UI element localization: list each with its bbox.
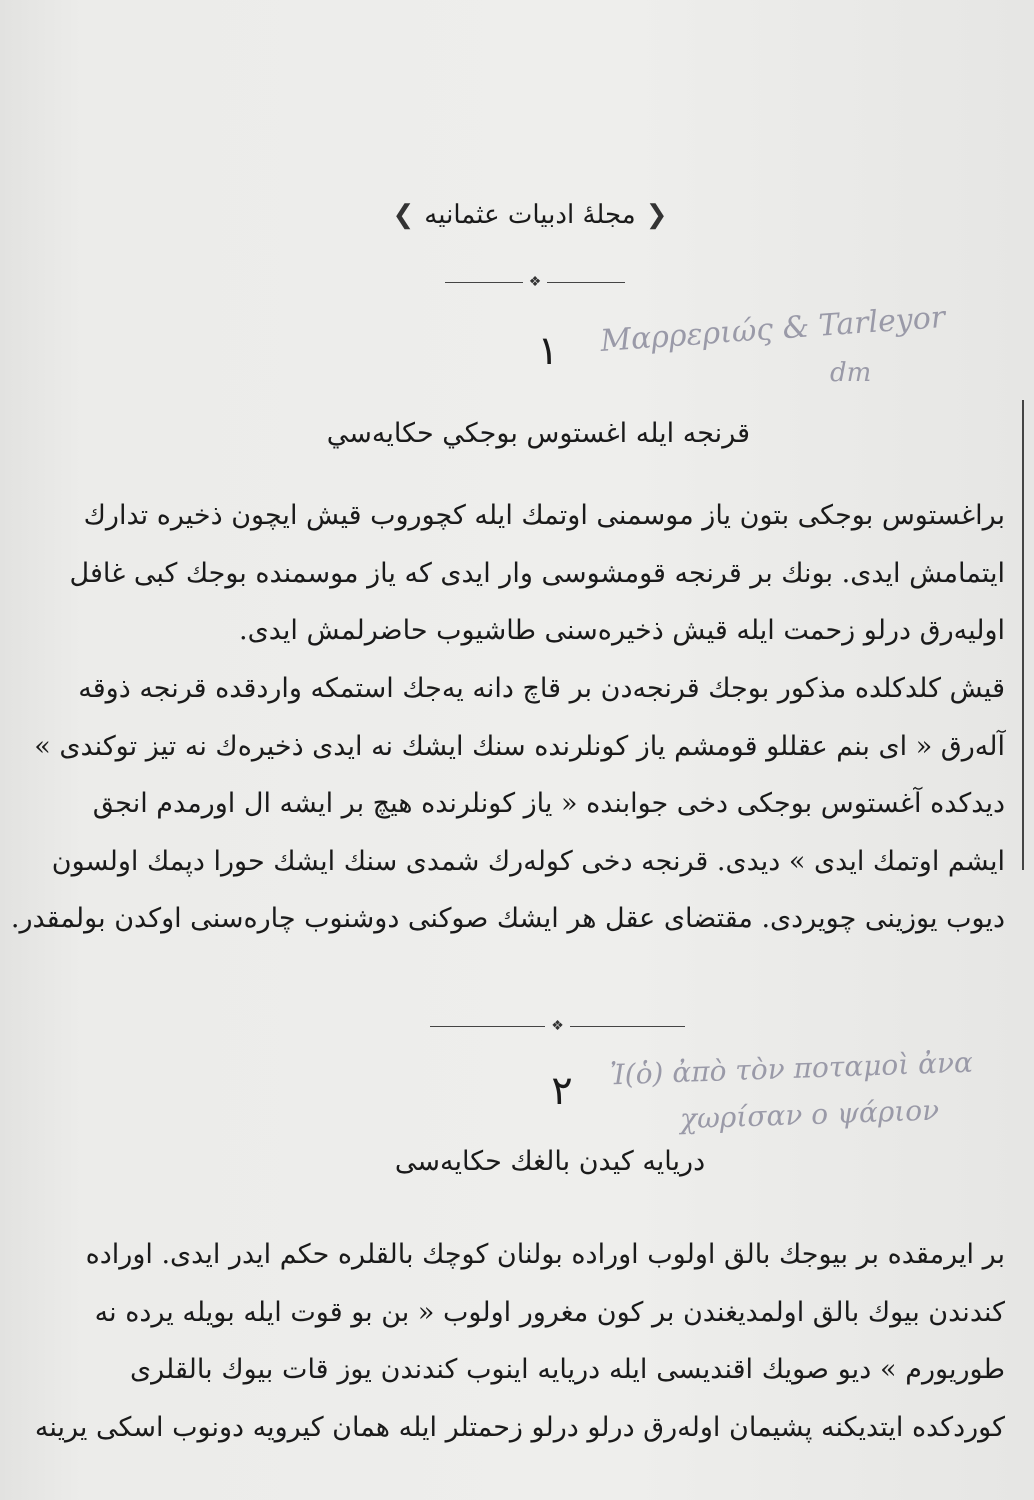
ornament-left-icon: ❮ (392, 200, 415, 230)
text-line: ديوب يوزينى چويردى. مقتضاى عقل هر ايشك صوكنى دوشنوب چاره‌سنى اوكدن بولمقدر. (10, 903, 1005, 935)
section-1-paragraph-2 (10, 660, 1005, 948)
handwritten-note-2-line-2: χωρίσαν ο ψάριον (679, 1093, 940, 1136)
section-1-paragraph-1 (69, 487, 1005, 660)
text-line: براغستوس بوجكى بتون ياز موسمنى اوتمك ايله كچوروب قيش ايچون ذخيره تدارك (83, 500, 1005, 531)
divider-ornament-icon: ❖ (528, 274, 542, 290)
text-line: طوريورم » ديو صويك اقنديسى ايله دريايه اينوب كندندن يوز قات بيوك بالقلرى (130, 1354, 1005, 1386)
section-divider (430, 1016, 685, 1036)
handwritten-note-1-line-1: Μαρρεριώς & Tarleyor (599, 299, 947, 360)
section-2-title: دريايه كيدن بالغك حكايه‌سى (394, 1146, 706, 1177)
ornament-right-icon: ❯ (645, 200, 668, 230)
section-1-number: ١ (537, 328, 559, 374)
handwritten-note-2-line-1: Ἰ(ὁ) ἀπὸ τὸν ποταμοὶ ἀνα (609, 1045, 974, 1092)
text-line: اوليه‌رق درلو زحمت ايله قيش ذخيره‌سنى طاشيوب حاضرلمش ايدى. (239, 615, 1005, 647)
running-header (360, 190, 700, 240)
text-line: بر ايرمقده بر بيوجك بالق اولوب اوراده بولنان كوچك بالقلره حكم ايدر ايدى. اوراده (85, 1239, 1005, 1270)
divider-ornament-icon: ❖ (551, 1018, 564, 1034)
section-1-title: قرنجه ايله اغستوس بوجكي حكايه‌سي (326, 418, 750, 449)
text-line: ديدكده آغستوس بوجكى دخى جوابنده « ياز كونلرنده هيچ بر ايشه ال اورمدم انجق (92, 788, 1005, 820)
text-line: ايشم اوتمك ايدى » ديدى. قرنجه دخى كوله‌رك شمدى سنك ايشك حورا دپمك اولسون (51, 845, 1005, 877)
text-line: كندندن بيوك بالق اولمديغندن بر كون مغرور اولوب « بن بو قوت ايله بويله يرده نه (94, 1296, 1005, 1328)
text-line: آله‌رق « اى بنم عقللو قومشم ياز كونلرنده سنك ايشك نه ايدى ذخيره‌ك نه تيز توكندى » (34, 730, 1005, 762)
text-line: كوردكده ايتديكنه پشيمان اوله‌رق درلو درلو زحمتلر ايله همان كيرويه دونوب اسكى يرينه (34, 1411, 1005, 1443)
text-line: ايتمامش ايدى. بونك بر قرنجه قومشوسى وار ايدى كه ياز موسمنده بوجك كبى غافل (69, 557, 1005, 589)
section-2-paragraph-1 (34, 1226, 1005, 1456)
journal-title: مجلهٔ ادبيات عثمانيه (424, 200, 636, 230)
section-2-number: ٢ (551, 1068, 573, 1114)
handwritten-note-1-line-2: dm (830, 358, 872, 388)
text-line: قيش كلدكلده مذكور بوجك قرنجه‌دن بر قاچ دانه يه‌جك استمكه واردقده قرنجه ذوقه (78, 673, 1005, 704)
header-divider (445, 272, 625, 292)
page-edge-line (1022, 400, 1024, 870)
